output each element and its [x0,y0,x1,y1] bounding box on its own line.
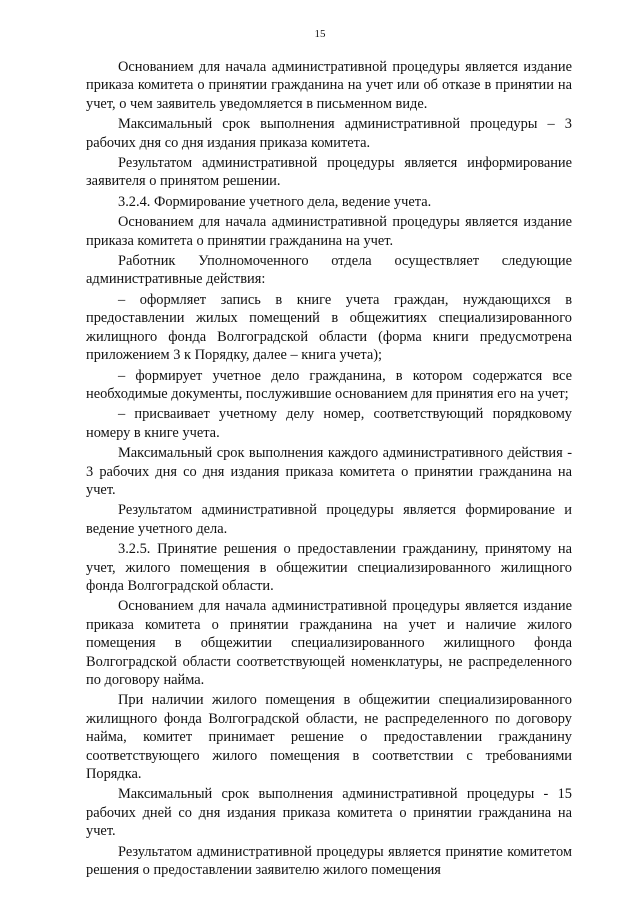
paragraph: Основанием для начала административной процедуры является издание приказа комитета о принятии гражданина на учет или об отказе в принятии на учет, о чем заявитель уведомляется в письменном виде. [86,59,572,112]
paragraph: Основанием для начала административной процедуры является издание приказа комитета о принятии гражданина на учет и наличие жилого помещения в общежитии специализированного жилищного фонда Волгоградской области соответствующей номенклатуры, не распределенного по договору найма. [86,598,572,688]
list-item: – присваивает учетному делу номер, соответствующий порядковому номеру в книге учета. [86,406,572,441]
paragraph: Результатом административной процедуры является информирование заявителя о принятом решении. [86,155,572,190]
paragraph: Максимальный срок выполнения административной процедуры – 3 рабочих дня со дня издания приказа комитета. [86,116,572,151]
list-item: – формирует учетное дело гражданина, в котором содержатся все необходимые документы, послужившие основанием для принятия его на учет; [86,367,572,402]
paragraph: При наличии жилого помещения в общежитии специализированного жилищного фонда Волгоградской области, не распределенного по договору найма, комитет принимает решение о предоставлении гражданину соответствующего жилого помещения в соответствии с требованиями Порядка. [86,692,572,783]
paragraph: Результатом административной процедуры является принятие комитетом решения о предоставлении заявителю жилого помещения [86,843,572,879]
paragraph: Максимальный срок выполнения административной процедуры - 15 рабочих дней со дня издания приказа комитета о принятии гражданина на учет. [86,786,572,840]
paragraph: Работник Уполномоченного отдела осуществляет следующие административные действия: [86,253,572,288]
document-body [86,58,572,881]
page-number: 15 [314,28,326,40]
section-heading: 3.2.5. Принятие решения о предоставлении гражданину, принятому на учет, жилого помещения в общежитии специализированного жилищного фонда Волгоградской области. [86,541,572,594]
paragraph: Основанием для начала административной процедуры является издание приказа комитета о принятии гражданина на учет. [86,214,572,249]
paragraph: Результатом административной процедуры является формирование и ведение учетного дела. [86,502,572,537]
list-item: – оформляет запись в книге учета граждан, нуждающихся в предоставлении жилых помещений в общежитиях специализированного жилищного фонда Волгоградской области (форма книги предусмотрена приложением 3 к Порядку, далее – книга учета); [86,291,572,364]
section-heading: 3.2.4. Формирование учетного дела, ведение учета. [118,193,432,210]
paragraph: Максимальный срок выполнения каждого административного действия - 3 рабочих дня со дня издания приказа комитета о принятии гражданина на учет. [86,445,572,498]
